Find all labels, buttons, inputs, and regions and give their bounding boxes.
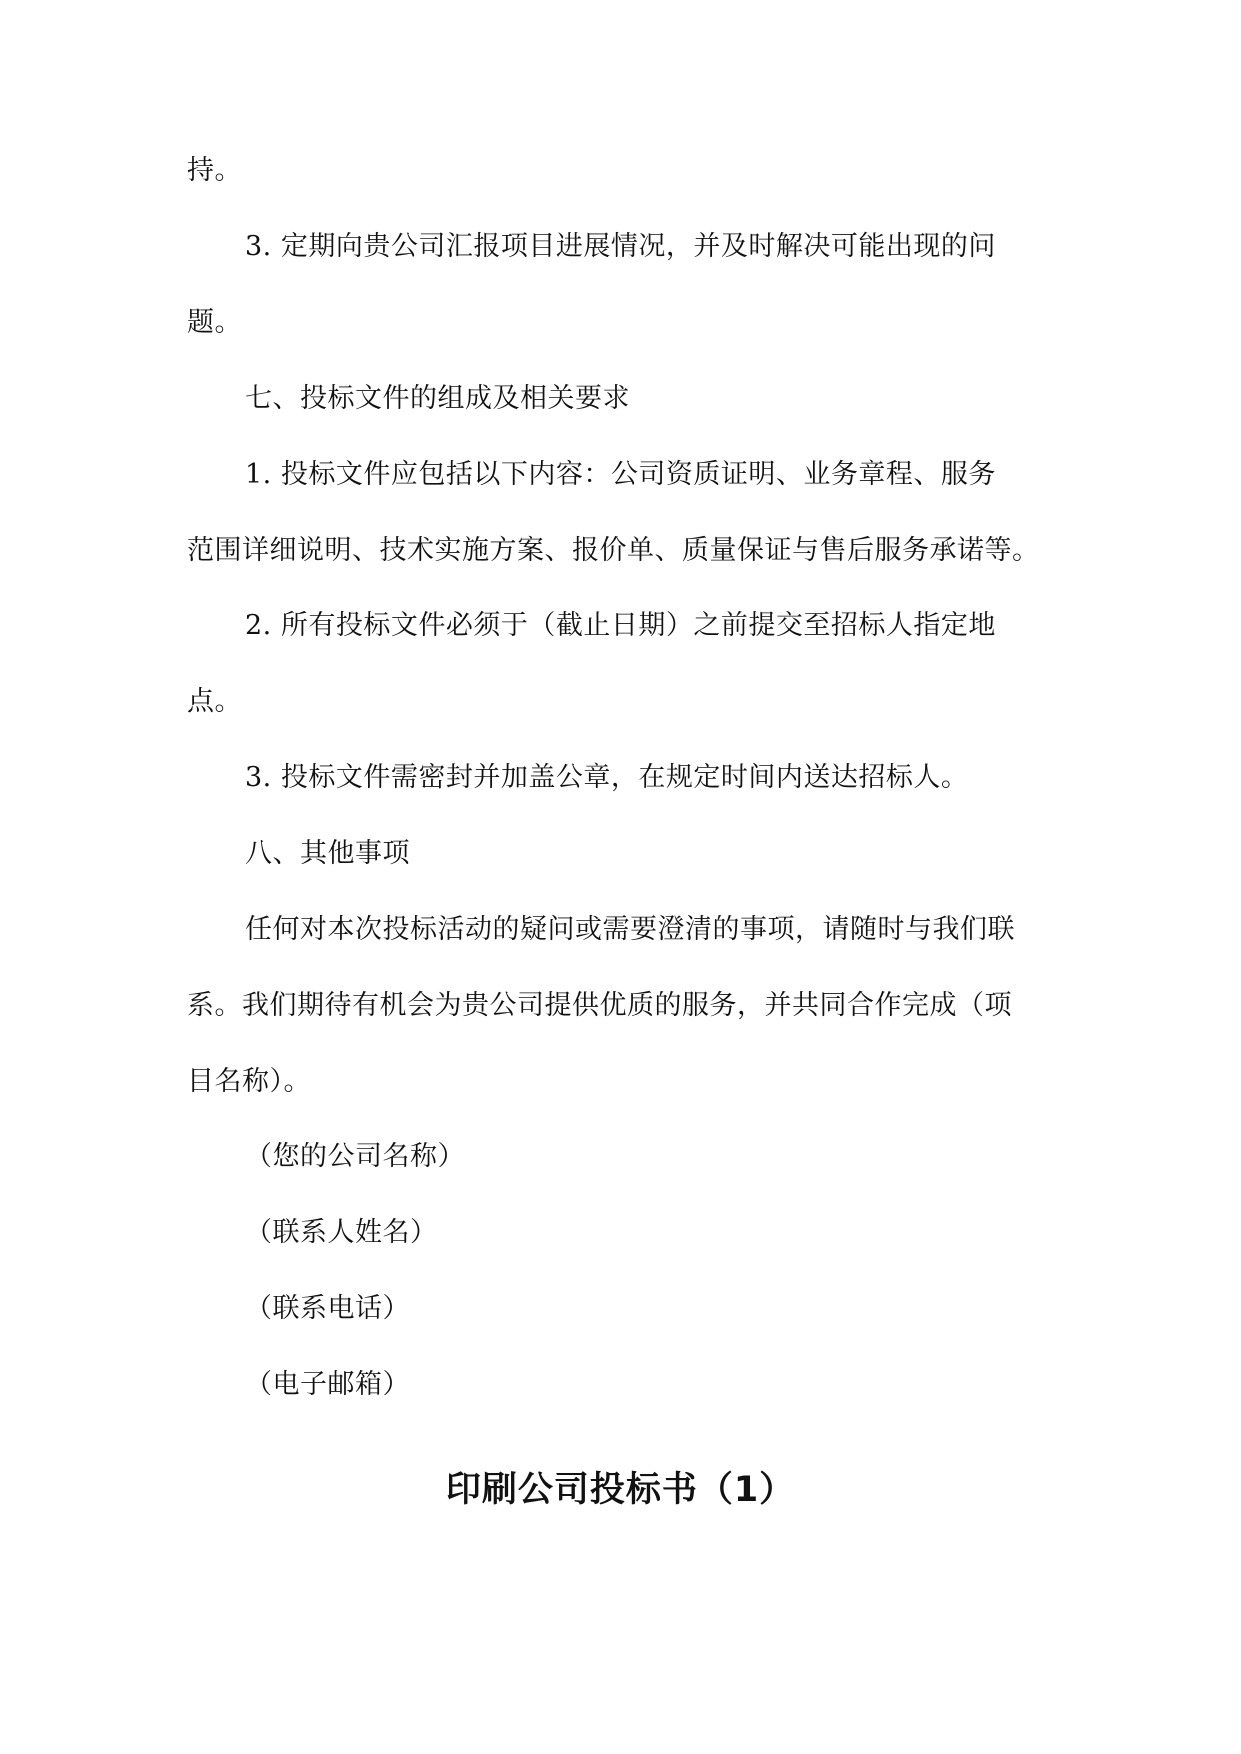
section-heading: 八、其他事项 xyxy=(245,838,410,869)
paragraph-line: 任何对本次投标活动的疑问或需要澄清的事项，请随时与我们联 xyxy=(245,914,1015,945)
signature-contact: （联系人姓名） xyxy=(245,1217,438,1248)
paragraph-line: 题。 xyxy=(187,307,242,338)
document-title: 印刷公司投标书（1） xyxy=(445,1470,796,1510)
paragraph-line: 范围详细说明、技术实施方案、报价单、质量保证与售后服务承诺等。 xyxy=(187,535,1040,566)
paragraph-line: 3. 定期向贵公司汇报项目进展情况，并及时解决可能出现的问 xyxy=(245,231,996,262)
paragraph-line: 系。我们期待有机会为贵公司提供优质的服务，并共同合作完成（项 xyxy=(187,990,1012,1021)
paragraph-line: 3. 投标文件需密封并加盖公章，在规定时间内送达招标人。 xyxy=(245,762,969,793)
signature-company: （您的公司名称） xyxy=(245,1141,465,1172)
section-heading: 七、投标文件的组成及相关要求 xyxy=(245,383,630,414)
paragraph-line: 2. 所有投标文件必须于（截止日期）之前提交至招标人指定地 xyxy=(245,610,996,641)
paragraph-line: 点。 xyxy=(187,686,242,717)
signature-email: （电子邮箱） xyxy=(245,1369,410,1400)
paragraph-line: 1. 投标文件应包括以下内容：公司资质证明、业务章程、服务 xyxy=(245,459,996,490)
paragraph-line: 目名称）。 xyxy=(187,1066,311,1097)
paragraph-line: 持。 xyxy=(187,155,242,186)
signature-phone: （联系电话） xyxy=(245,1293,410,1324)
